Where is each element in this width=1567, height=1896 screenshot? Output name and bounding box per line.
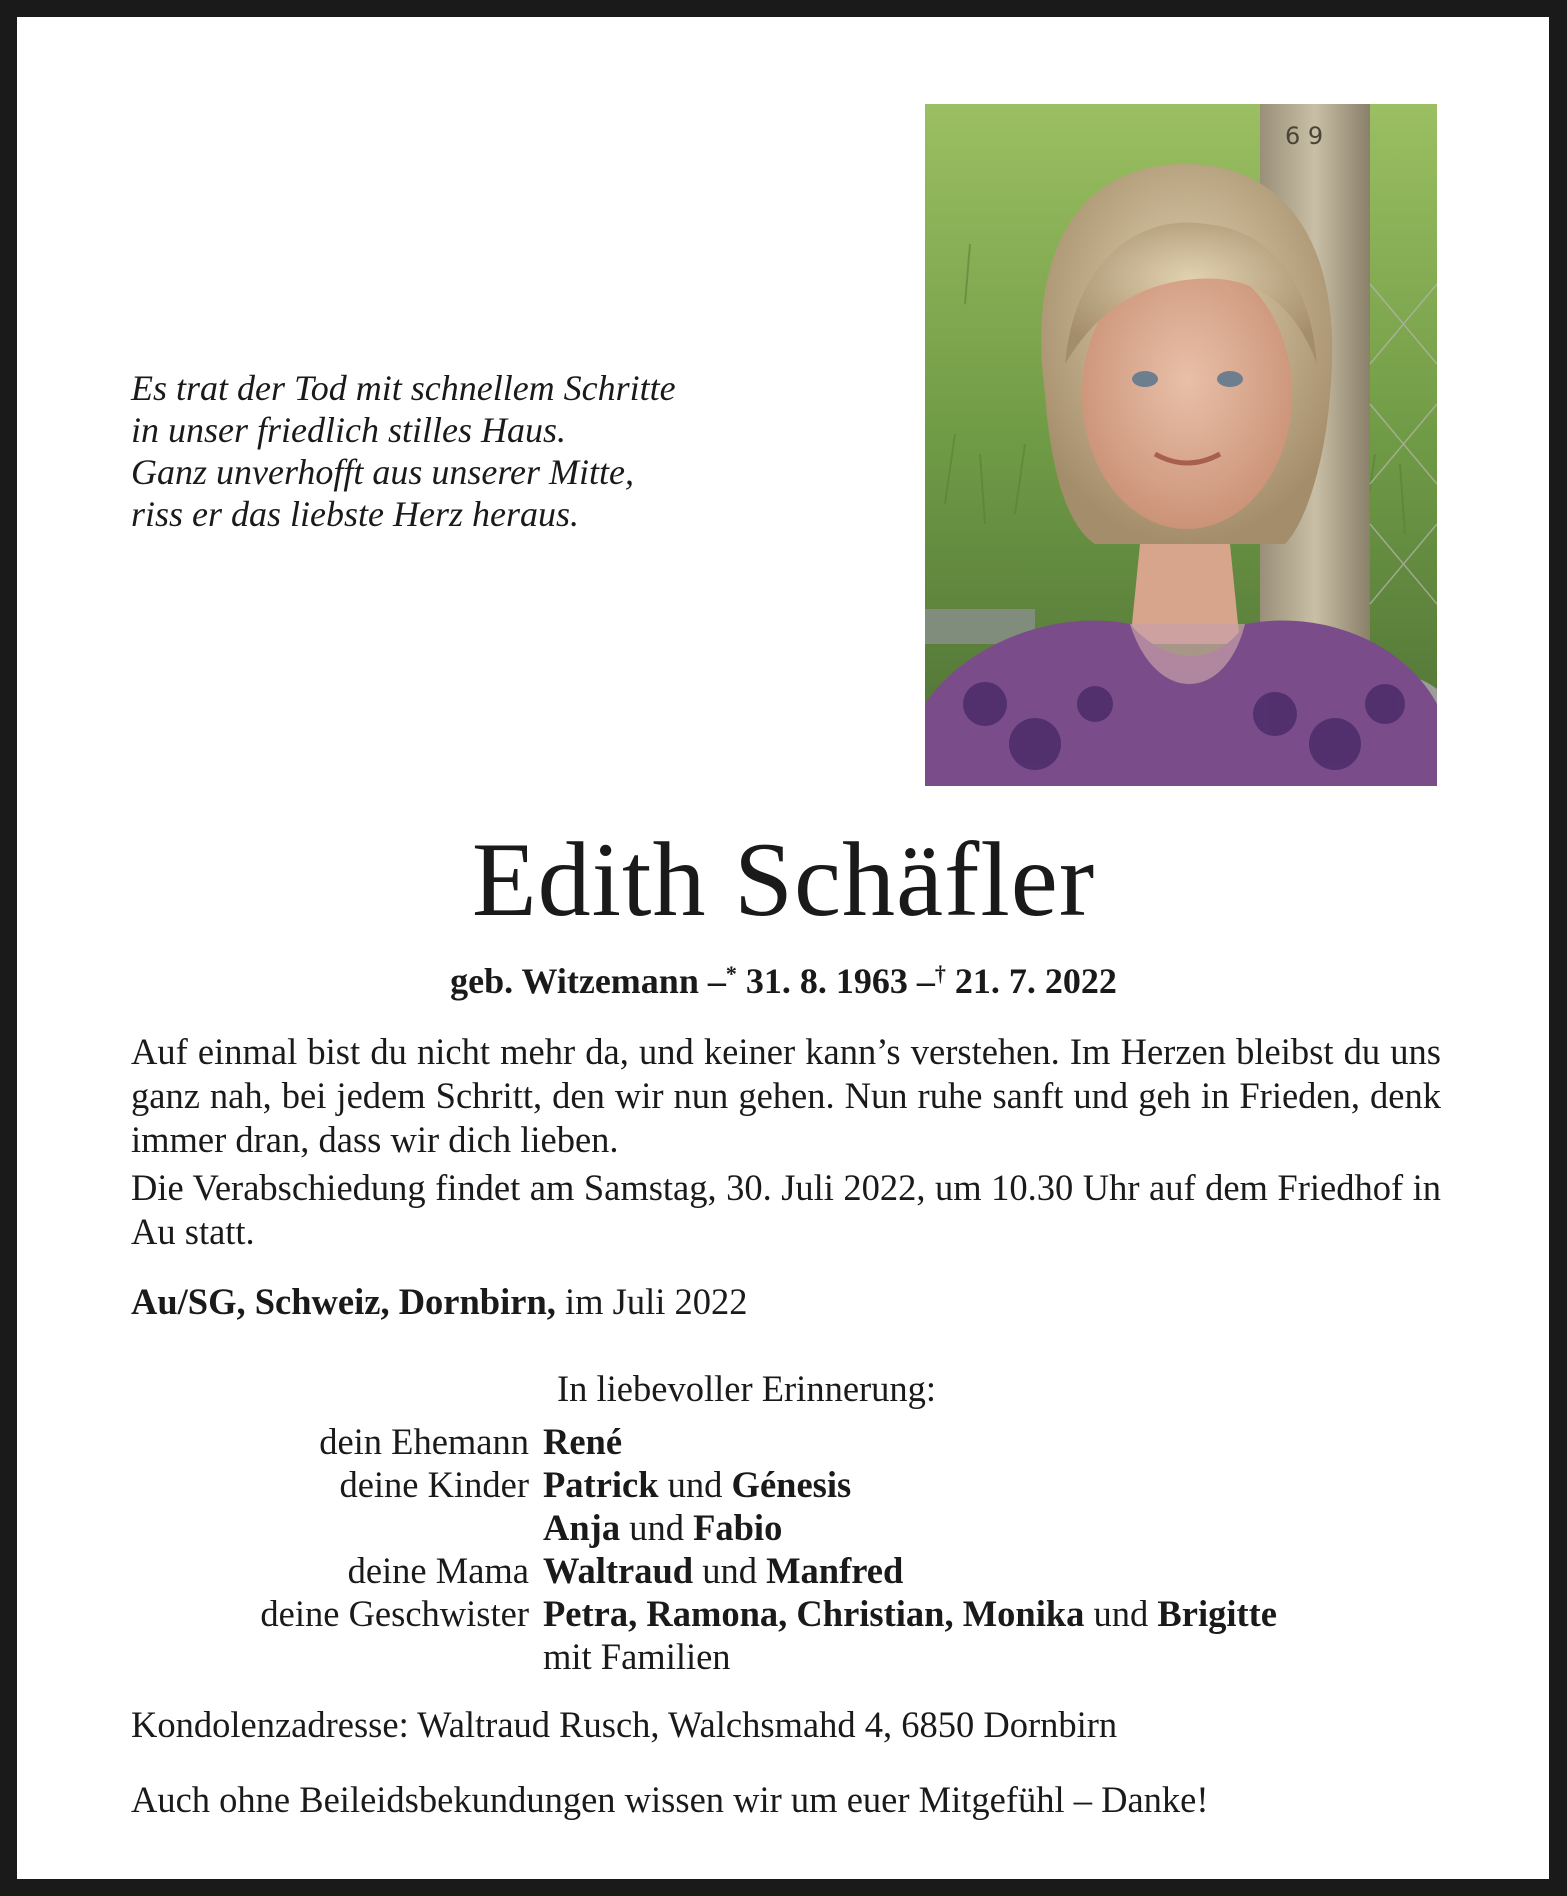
relation-label: dein Ehemann	[319, 1421, 529, 1462]
condolence-address: Kondolenzadresse: Waltraud Rusch, Walchsmahd 4, 6850 Dornbirn	[131, 1704, 1118, 1745]
mourner-row	[0, 1463, 1567, 1506]
locations: Au/SG, Schweiz, Dornbirn,	[131, 1281, 556, 1322]
dash-separator: –	[916, 961, 935, 1001]
birth-symbol: *	[725, 961, 737, 986]
conjunction: und	[629, 1507, 684, 1548]
family-suffix: mit Familien	[543, 1636, 731, 1677]
relation-label	[0, 1635, 543, 1678]
dash-separator: –	[707, 961, 726, 1001]
relation-names	[543, 1592, 1277, 1635]
mourner-name: Waltraud	[543, 1550, 694, 1591]
maiden-name: geb. Witzemann	[450, 961, 699, 1001]
mourner-row	[0, 1420, 1567, 1463]
mourner-name: Patrick	[543, 1464, 659, 1505]
memorial-poem	[131, 367, 811, 535]
mourner-row	[0, 1592, 1567, 1635]
ceremony-text: Die Verabschiedung findet am Samstag, 30. Juli 2022, um 10.30 Uhr auf dem Friedhof in Au statt.	[131, 1167, 1441, 1252]
relation-names	[543, 1549, 903, 1592]
relation-label: deine Mama	[347, 1550, 529, 1591]
deceased-name: Edith Schäfler	[471, 821, 1096, 938]
mourner-name: Anja	[543, 1507, 621, 1548]
birth-death-line	[0, 952, 1567, 1003]
relation-names	[543, 1463, 851, 1506]
relation-label: deine Kinder	[339, 1464, 529, 1505]
mourner-name: Manfred	[766, 1550, 904, 1591]
mourner-name: Petra, Ramona, Christian, Monika	[543, 1593, 1085, 1634]
death-symbol: †	[934, 961, 946, 986]
conjunction: und	[702, 1550, 757, 1591]
relation-names	[543, 1635, 731, 1678]
mourners-list	[0, 1420, 1567, 1678]
mourner-name: René	[543, 1421, 623, 1462]
relation-names	[543, 1420, 622, 1463]
mourner-name: Brigitte	[1157, 1593, 1277, 1634]
conjunction: und	[667, 1464, 723, 1505]
thanks-note: Auch ohne Beileidsbekundungen wissen wir um euer Mitgefühl – Danke!	[131, 1779, 1209, 1820]
mourner-name: Fabio	[693, 1507, 783, 1548]
death-date: 21. 7. 2022	[954, 961, 1117, 1001]
mourner-name: Génesis	[731, 1464, 852, 1505]
farewell-text: Auf einmal bist du nicht mehr da, und keiner kann’s verstehen. Im Herzen bleibst du uns ganz nah, bei jedem Schritt, den wir nun gehen. Nun ruhe sanft und geh in Frieden, denk immer dran, dass wir dich lieben.	[131, 1031, 1441, 1160]
relation-label	[0, 1506, 543, 1549]
remembrance-heading: In liebevoller Erinnerung:	[557, 1368, 937, 1409]
post-label: 6 9	[1285, 122, 1324, 150]
mourner-row	[0, 1635, 1567, 1678]
poem-line: riss er das liebste Herz heraus.	[131, 494, 579, 534]
portrait-illustration	[925, 104, 1437, 786]
mourner-row	[0, 1506, 1567, 1549]
relation-label: deine Geschwister	[260, 1593, 529, 1634]
relation-names	[543, 1506, 782, 1549]
conjunction: und	[1093, 1593, 1149, 1634]
place-date-line	[131, 1280, 748, 1324]
portrait-photo	[925, 104, 1437, 786]
month-year: im Juli 2022	[565, 1281, 748, 1322]
mourner-row	[0, 1549, 1567, 1592]
birth-date: 31. 8. 1963	[745, 961, 908, 1001]
poem-line: Ganz unverhofft aus unserer Mitte,	[131, 452, 634, 492]
poem-line: Es trat der Tod mit schnellem Schritte	[131, 368, 676, 408]
poem-line: in unser friedlich stilles Haus.	[131, 410, 566, 450]
